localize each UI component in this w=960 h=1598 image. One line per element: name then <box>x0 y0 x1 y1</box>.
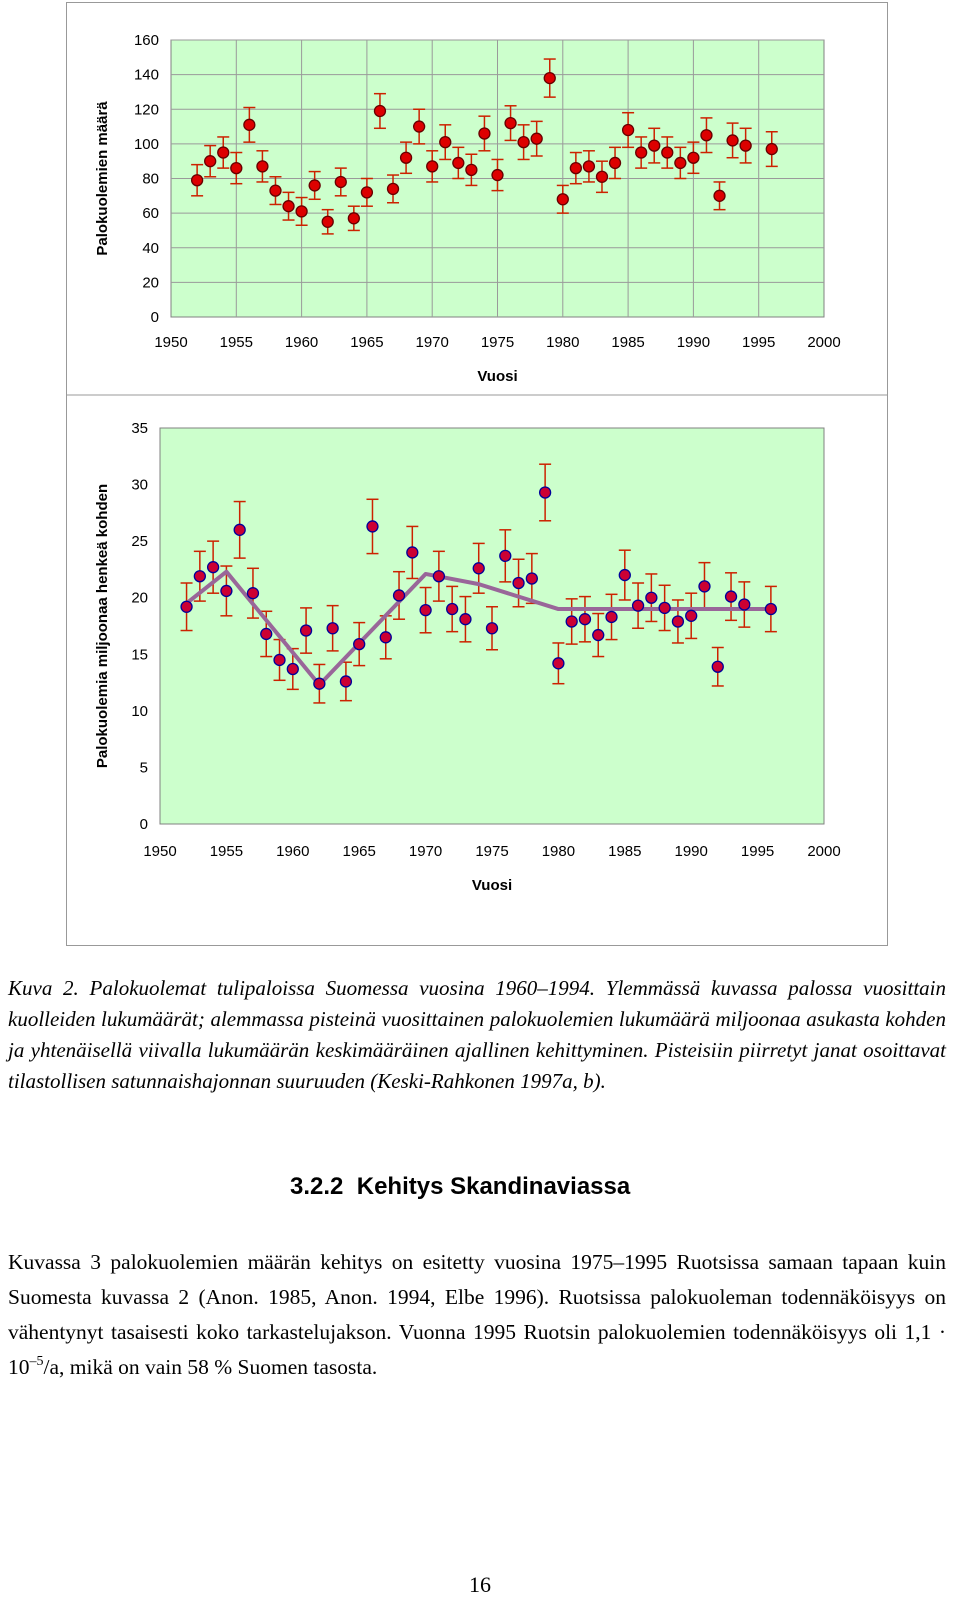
upper-data-point <box>205 156 216 167</box>
upper-data-point <box>322 216 333 227</box>
lower-data-point <box>672 616 683 627</box>
upper-y-tick-label: 100 <box>133 135 159 153</box>
upper-data-point <box>596 171 607 182</box>
upper-data-point <box>675 157 686 168</box>
lower-x-tick-label: 1975 <box>475 843 509 860</box>
lower-x-tick-label: 1970 <box>408 843 443 860</box>
upper-data-point <box>492 170 503 181</box>
body-paragraph <box>8 1245 946 1385</box>
upper-data-point <box>570 163 581 174</box>
lower-data-point <box>526 573 537 584</box>
upper-y-tick-label: 0 <box>150 309 159 326</box>
figure-caption <box>8 973 946 1097</box>
upper-x-tick-label: 1955 <box>219 334 253 351</box>
upper-data-point <box>636 147 647 158</box>
upper-x-axis-label: Vuosi <box>477 368 518 385</box>
upper-data-point <box>531 133 542 144</box>
upper-x-tick-label: 1970 <box>415 334 449 351</box>
lower-chart <box>94 420 841 894</box>
upper-data-point <box>701 130 712 141</box>
section-heading <box>290 1173 630 1201</box>
lower-data-point <box>473 563 484 574</box>
upper-data-point <box>505 118 516 129</box>
lower-y-tick-label: 5 <box>139 759 148 777</box>
upper-data-point <box>714 190 725 201</box>
upper-data-point <box>309 180 320 191</box>
page-number: 16 <box>469 1572 491 1597</box>
upper-y-tick-label: 120 <box>133 101 159 119</box>
upper-chart <box>94 32 841 385</box>
upper-data-point <box>361 187 372 198</box>
caption-label: Kuva 2. <box>8 976 79 1000</box>
upper-data-point <box>544 73 555 84</box>
upper-data-point <box>348 213 359 224</box>
lower-data-point <box>712 661 723 672</box>
lower-y-tick-label: 25 <box>131 533 148 551</box>
upper-data-point <box>453 157 464 168</box>
lower-data-point <box>447 604 458 615</box>
lower-data-point <box>407 547 418 558</box>
lower-x-tick-label: 1985 <box>608 843 642 860</box>
lower-data-point <box>181 601 192 612</box>
lower-data-point <box>633 600 644 611</box>
upper-data-point <box>518 137 529 148</box>
lower-x-axis-label: Vuosi <box>471 877 513 894</box>
upper-x-tick-label: 1990 <box>676 334 711 351</box>
figure-charts <box>67 3 887 945</box>
lower-data-point <box>553 658 564 669</box>
upper-data-point <box>649 140 660 151</box>
body-text-start: Kuvassa 3 palokuolemien määrän kehitys on esitetty vuosina 1975–1995 Ruotsissa samaan tapaan kuin Suomesta kuvassa 2 (Anon. 1985, Anon. 1994, Elbe 1996). Ruotsissa palokuoleman todennäköisyys on vähentynyt tasaisesti koko tarkastelujakson. Vuonna 1995 Ruotsin palokuolemien todennäköisyys oli 1,1 · 10 <box>8 1250 946 1379</box>
upper-x-tick-label: 1975 <box>480 334 515 351</box>
lower-x-tick-label: 1950 <box>143 843 177 860</box>
lower-data-point <box>579 614 590 625</box>
upper-x-tick-label: 1965 <box>350 334 384 351</box>
lower-x-tick-label: 1965 <box>342 843 376 860</box>
lower-data-point <box>460 614 471 625</box>
upper-data-point <box>727 135 738 146</box>
upper-data-point <box>766 144 777 155</box>
lower-data-point <box>606 611 617 622</box>
upper-y-tick-label: 140 <box>133 66 159 84</box>
upper-data-point <box>401 152 412 163</box>
upper-y-tick-label: 60 <box>142 205 159 223</box>
lower-data-point <box>367 521 378 532</box>
upper-data-point <box>610 157 621 168</box>
lower-data-point <box>221 585 232 596</box>
upper-data-point <box>244 119 255 130</box>
lower-x-tick-label: 2000 <box>807 843 841 860</box>
lower-data-point <box>726 591 737 602</box>
lower-data-point <box>247 588 258 599</box>
lower-y-tick-label: 0 <box>139 816 148 833</box>
upper-data-point <box>283 201 294 212</box>
lower-y-tick-label: 10 <box>131 702 148 720</box>
lower-data-point <box>394 590 405 601</box>
caption-text: Palokuolemat tulipaloissa Suomessa vuosina 1960–1994. Ylemmässä kuvassa palossa vuosittain kuolleiden lukumäärät; alemmassa pisteinä vuosittainen palokuolemien lukumäärä miljoonaa asukasta kohden ja yhtenäisellä viivalla lukumäärän keskimääräinen ajallinen kehittyminen. Pisteisiin piirretyt janat osoittavat tilastollisen satunnaishajonnan suuruuden (Keski-Rahkonen 1997a, b). <box>8 976 946 1093</box>
lower-x-tick-label: 1980 <box>541 843 576 860</box>
upper-data-point <box>231 163 242 174</box>
lower-data-point <box>314 678 325 689</box>
body-text-end: /a, mikä on vain 58 % Suomen tasosta. <box>43 1355 378 1379</box>
lower-data-point <box>194 571 205 582</box>
lower-data-point <box>208 562 219 573</box>
upper-x-tick-label: 1950 <box>154 334 188 351</box>
upper-data-point <box>427 161 438 172</box>
lower-data-point <box>659 602 670 613</box>
upper-data-point <box>192 175 203 186</box>
upper-data-point <box>688 152 699 163</box>
upper-x-tick-label: 1985 <box>611 334 645 351</box>
lower-data-point <box>699 581 710 592</box>
lower-data-point <box>739 599 750 610</box>
upper-data-point <box>257 161 268 172</box>
upper-data-point <box>414 121 425 132</box>
lower-y-tick-label: 35 <box>131 420 148 437</box>
lower-data-point <box>540 487 551 498</box>
upper-y-axis-label: Palokuolemien määrä <box>94 101 111 256</box>
lower-data-point <box>487 623 498 634</box>
lower-data-point <box>566 616 577 627</box>
upper-data-point <box>740 140 751 151</box>
upper-data-point <box>218 147 229 158</box>
figure-panel <box>66 2 888 946</box>
lower-data-point <box>646 592 657 603</box>
upper-y-tick-label: 20 <box>142 274 159 292</box>
lower-data-point <box>500 550 511 561</box>
lower-data-point <box>327 623 338 634</box>
lower-data-point <box>765 604 776 615</box>
upper-x-tick-label: 1995 <box>742 334 776 351</box>
lower-y-axis-label: Palokuolemia miljoonaa henkeä kohden <box>94 483 111 769</box>
upper-data-point <box>270 185 281 196</box>
upper-data-point <box>557 194 568 205</box>
upper-data-point <box>466 164 477 175</box>
lower-data-point <box>420 605 431 616</box>
lower-data-point <box>380 632 391 643</box>
upper-data-point <box>335 176 346 187</box>
upper-data-point <box>479 128 490 139</box>
upper-data-point <box>623 125 634 136</box>
upper-x-tick-label: 2000 <box>807 334 841 351</box>
upper-data-point <box>440 137 451 148</box>
upper-y-tick-label: 40 <box>142 239 159 257</box>
lower-data-point <box>354 639 365 650</box>
section-number: 3.2.2 <box>290 1173 344 1200</box>
lower-y-tick-label: 20 <box>131 589 148 607</box>
upper-data-point <box>296 206 307 217</box>
lower-data-point <box>340 676 351 687</box>
lower-data-point <box>261 628 272 639</box>
upper-data-point <box>388 183 399 194</box>
lower-data-point <box>686 610 697 621</box>
lower-data-point <box>287 663 298 674</box>
exponent: –5 <box>29 1354 44 1369</box>
lower-data-point <box>274 654 285 665</box>
lower-data-point <box>433 571 444 582</box>
upper-data-point <box>662 147 673 158</box>
lower-data-point <box>234 524 245 535</box>
lower-x-tick-label: 1960 <box>276 843 310 860</box>
lower-data-point <box>301 625 312 636</box>
upper-x-tick-label: 1980 <box>546 334 580 351</box>
upper-y-tick-label: 160 <box>133 32 159 49</box>
upper-x-tick-label: 1960 <box>284 334 319 351</box>
lower-data-point <box>619 570 630 581</box>
lower-y-tick-label: 30 <box>131 476 148 494</box>
lower-x-tick-label: 1990 <box>674 843 708 860</box>
upper-y-tick-label: 80 <box>142 170 159 188</box>
lower-x-tick-label: 1955 <box>209 843 244 860</box>
lower-data-point <box>513 578 524 589</box>
lower-x-tick-label: 1995 <box>740 843 775 860</box>
upper-data-point <box>583 161 594 172</box>
upper-data-point <box>374 105 385 116</box>
section-title: Kehitys Skandinaviassa <box>356 1173 631 1200</box>
lower-data-point <box>593 630 604 641</box>
lower-y-tick-label: 15 <box>131 646 148 664</box>
